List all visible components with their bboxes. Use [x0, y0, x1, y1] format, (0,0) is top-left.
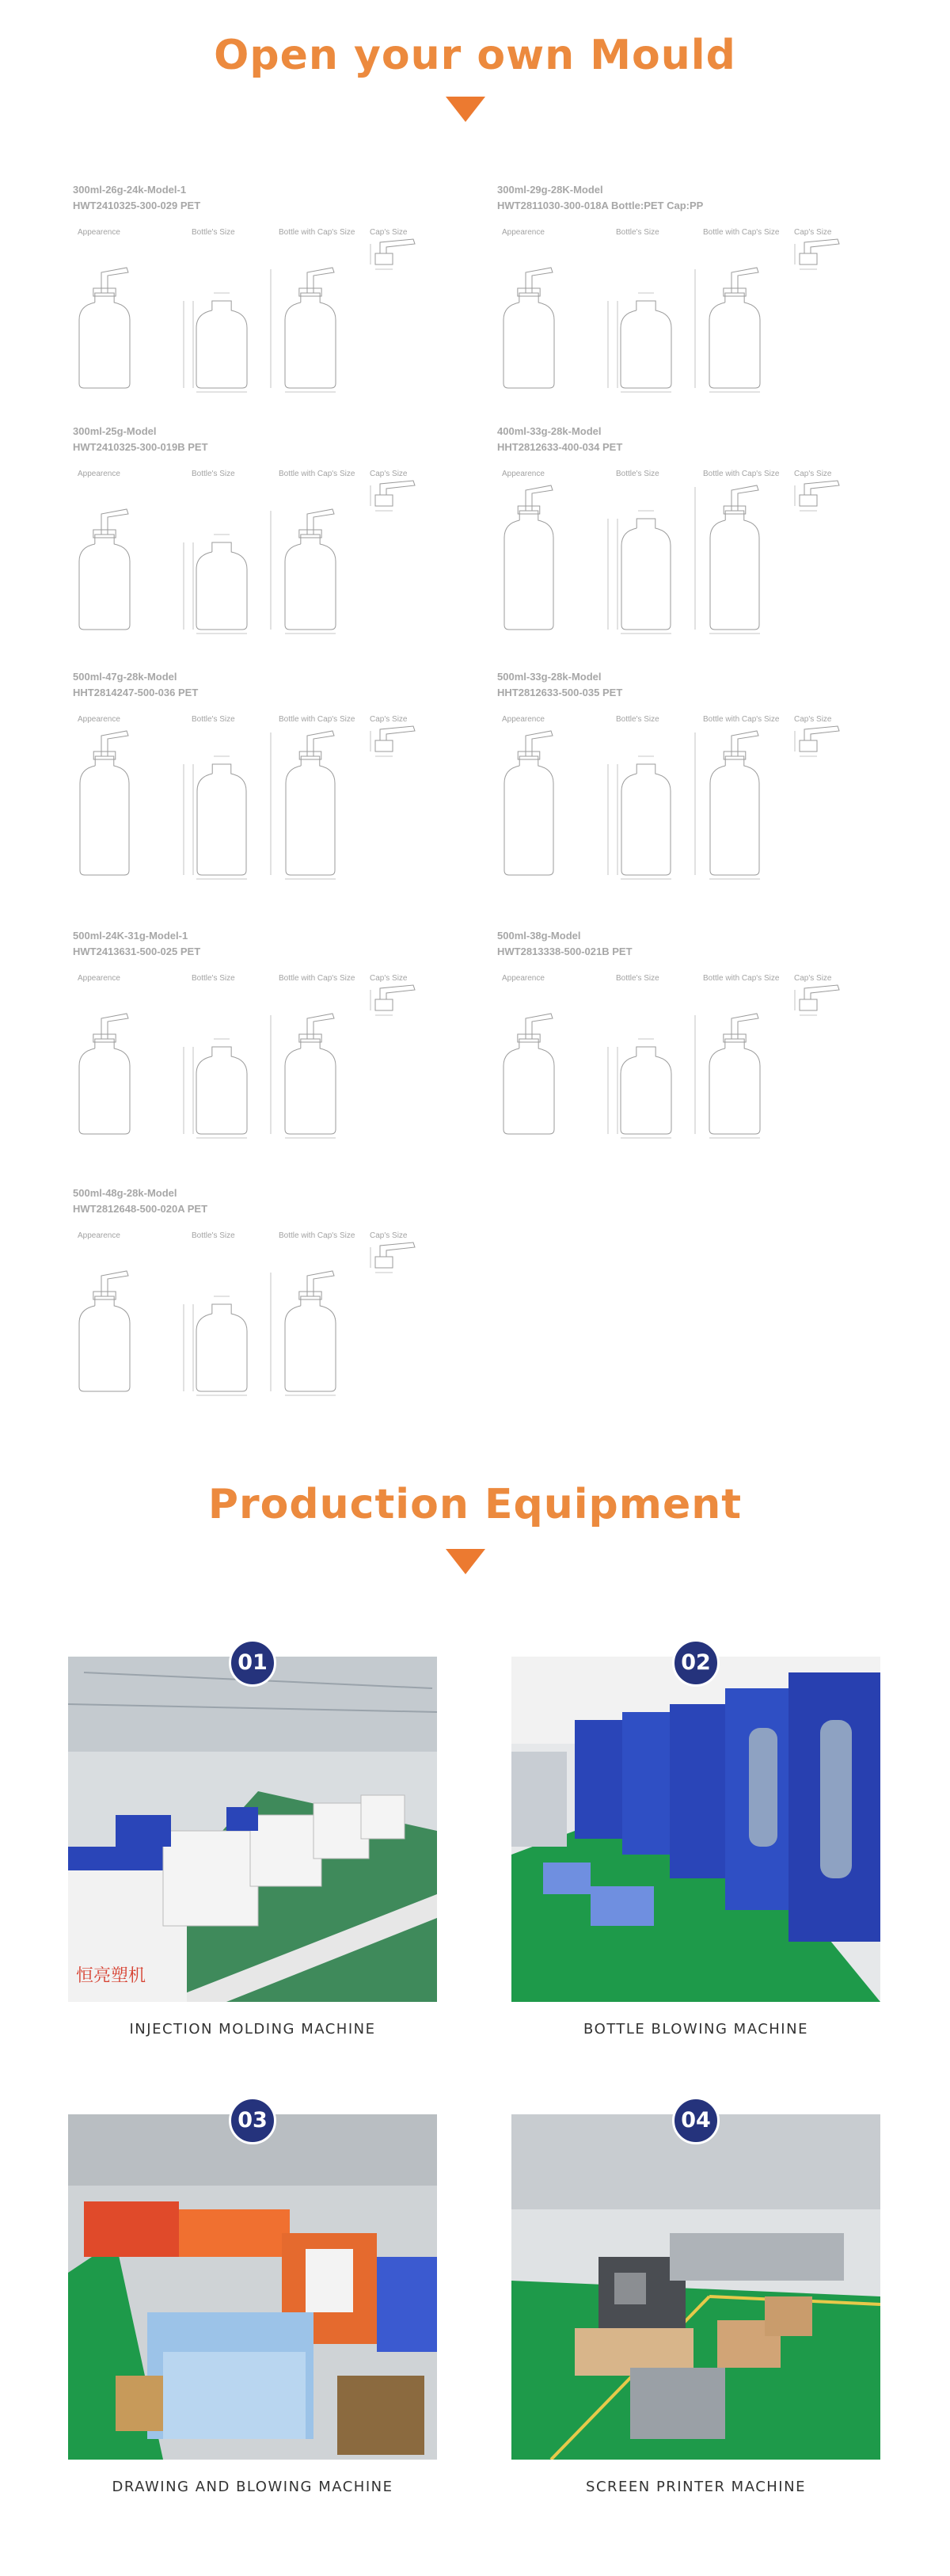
model-caption: [73, 424, 208, 455]
view-label-cap: Cap's Size: [370, 974, 408, 983]
mould-model-card: [73, 182, 484, 420]
view-label-cap: Cap's Size: [794, 974, 832, 983]
model-name: 500ml-47g-28k-Model: [73, 671, 177, 683]
view-label-bottle-cap: Bottle with Cap's Size: [279, 715, 355, 724]
model-name: 300ml-29g-28K-Model: [497, 184, 603, 196]
model-caption: [497, 928, 633, 960]
model-caption: [497, 182, 703, 214]
model-code: HHT2812633-400-034 PET: [497, 441, 623, 453]
view-label-bottle-cap: Bottle with Cap's Size: [703, 470, 780, 478]
bottle-drawing: [73, 1241, 469, 1399]
view-label-appearance: Appearence: [502, 715, 545, 724]
mould-model-card: [73, 1185, 484, 1423]
bottle-drawing: [497, 984, 893, 1142]
down-arrow-icon: [446, 1549, 485, 1574]
view-label-cap: Cap's Size: [370, 228, 408, 237]
model-code: HHT2812633-500-035 PET: [497, 687, 623, 698]
view-label-bottle: Bottle's Size: [192, 1231, 235, 1240]
view-label-bottle-cap: Bottle with Cap's Size: [279, 974, 355, 983]
mould-model-card: [497, 424, 909, 661]
view-label-cap: Cap's Size: [370, 715, 408, 724]
view-label-bottle-cap: Bottle with Cap's Size: [703, 228, 780, 237]
model-name: 500ml-33g-28k-Model: [497, 671, 602, 683]
view-label-bottle: Bottle's Size: [192, 228, 235, 237]
mould-model-card: [73, 669, 484, 907]
bottle-drawing: [497, 479, 893, 637]
bottle-blowing-machine-photo: [511, 1657, 880, 2002]
model-caption: [497, 424, 622, 455]
injection-molding-machine-photo: [68, 1657, 437, 2002]
view-label-appearance: Appearence: [78, 228, 120, 237]
mould-model-card: [497, 182, 909, 420]
view-label-bottle: Bottle's Size: [616, 715, 659, 724]
view-label-cap: Cap's Size: [370, 470, 408, 478]
bottle-drawing: [73, 984, 469, 1142]
model-code: HWT2410325-300-019B PET: [73, 441, 208, 453]
equipment-label: DRAWING AND BLOWING MACHINE: [112, 2479, 393, 2495]
bottle-drawing: [73, 725, 469, 883]
equipment-label: BOTTLE BLOWING MACHINE: [583, 2021, 808, 2038]
mould-section-title: Open your own Mould: [214, 32, 736, 79]
mould-model-card: [497, 928, 909, 1166]
model-name: 300ml-25g-Model: [73, 425, 157, 437]
number-badge: 01: [229, 1639, 276, 1687]
model-code: HWT2413631-500-025 PET: [73, 946, 201, 957]
view-label-bottle: Bottle's Size: [616, 470, 659, 478]
model-caption: [73, 669, 198, 701]
view-label-appearance: Appearence: [502, 228, 545, 237]
view-label-bottle: Bottle's Size: [192, 715, 235, 724]
svg-text:恒亮塑机: 恒亮塑机: [76, 1966, 146, 1986]
model-code: HHT2814247-500-036 PET: [73, 687, 199, 698]
view-label-appearance: Appearence: [78, 715, 120, 724]
bottle-drawing: [73, 238, 469, 396]
number-badge: 03: [229, 2097, 276, 2144]
down-arrow-icon: [446, 97, 485, 122]
view-label-appearance: Appearence: [78, 1231, 120, 1240]
number-badge: 02: [672, 1639, 720, 1687]
view-label-appearance: Appearence: [78, 470, 120, 478]
screen-printer-machine-photo: [511, 2114, 880, 2460]
view-label-cap: Cap's Size: [794, 470, 832, 478]
model-caption: [497, 669, 622, 701]
equipment-label: INJECTION MOLDING MACHINE: [129, 2021, 376, 2038]
mould-model-card: [73, 928, 484, 1166]
view-label-bottle: Bottle's Size: [616, 228, 659, 237]
model-name: 500ml-48g-28k-Model: [73, 1187, 177, 1199]
view-label-bottle: Bottle's Size: [192, 470, 235, 478]
number-badge: 04: [672, 2097, 720, 2144]
view-label-cap: Cap's Size: [794, 228, 832, 237]
view-label-bottle-cap: Bottle with Cap's Size: [703, 974, 780, 983]
bottle-drawing: [497, 725, 893, 883]
drawing-blowing-machine-photo: [68, 2114, 437, 2460]
model-caption: [73, 182, 200, 214]
mould-model-card: [497, 669, 909, 907]
model-code: HWT2812648-500-020A PET: [73, 1203, 208, 1215]
view-label-appearance: Appearence: [502, 974, 545, 983]
model-name: 300ml-26g-24k-Model-1: [73, 184, 187, 196]
view-label-bottle-cap: Bottle with Cap's Size: [279, 1231, 355, 1240]
view-label-appearance: Appearence: [502, 470, 545, 478]
model-name: 500ml-24K-31g-Model-1: [73, 930, 188, 942]
model-caption: [73, 928, 200, 960]
view-label-cap: Cap's Size: [370, 1231, 408, 1240]
view-label-appearance: Appearence: [78, 974, 120, 983]
view-label-bottle-cap: Bottle with Cap's Size: [703, 715, 780, 724]
view-label-bottle: Bottle's Size: [616, 974, 659, 983]
view-label-bottle-cap: Bottle with Cap's Size: [279, 470, 355, 478]
model-code: HWT2813338-500-021B PET: [497, 946, 633, 957]
bottle-drawing: [497, 238, 893, 396]
model-code: HWT2410325-300-029 PET: [73, 200, 201, 211]
view-label-bottle: Bottle's Size: [192, 974, 235, 983]
bottle-drawing: [73, 479, 469, 637]
view-label-bottle-cap: Bottle with Cap's Size: [279, 228, 355, 237]
model-caption: [73, 1185, 207, 1217]
mould-model-card: [73, 424, 484, 661]
equipment-label: SCREEN PRINTER MACHINE: [586, 2479, 806, 2495]
view-label-cap: Cap's Size: [794, 715, 832, 724]
model-name: 400ml-33g-28k-Model: [497, 425, 602, 437]
model-code: HWT2811030-300-018A Bottle:PET Cap:PP: [497, 200, 704, 211]
model-name: 500ml-38g-Model: [497, 930, 581, 942]
equipment-section-title: Production Equipment: [207, 1481, 743, 1528]
